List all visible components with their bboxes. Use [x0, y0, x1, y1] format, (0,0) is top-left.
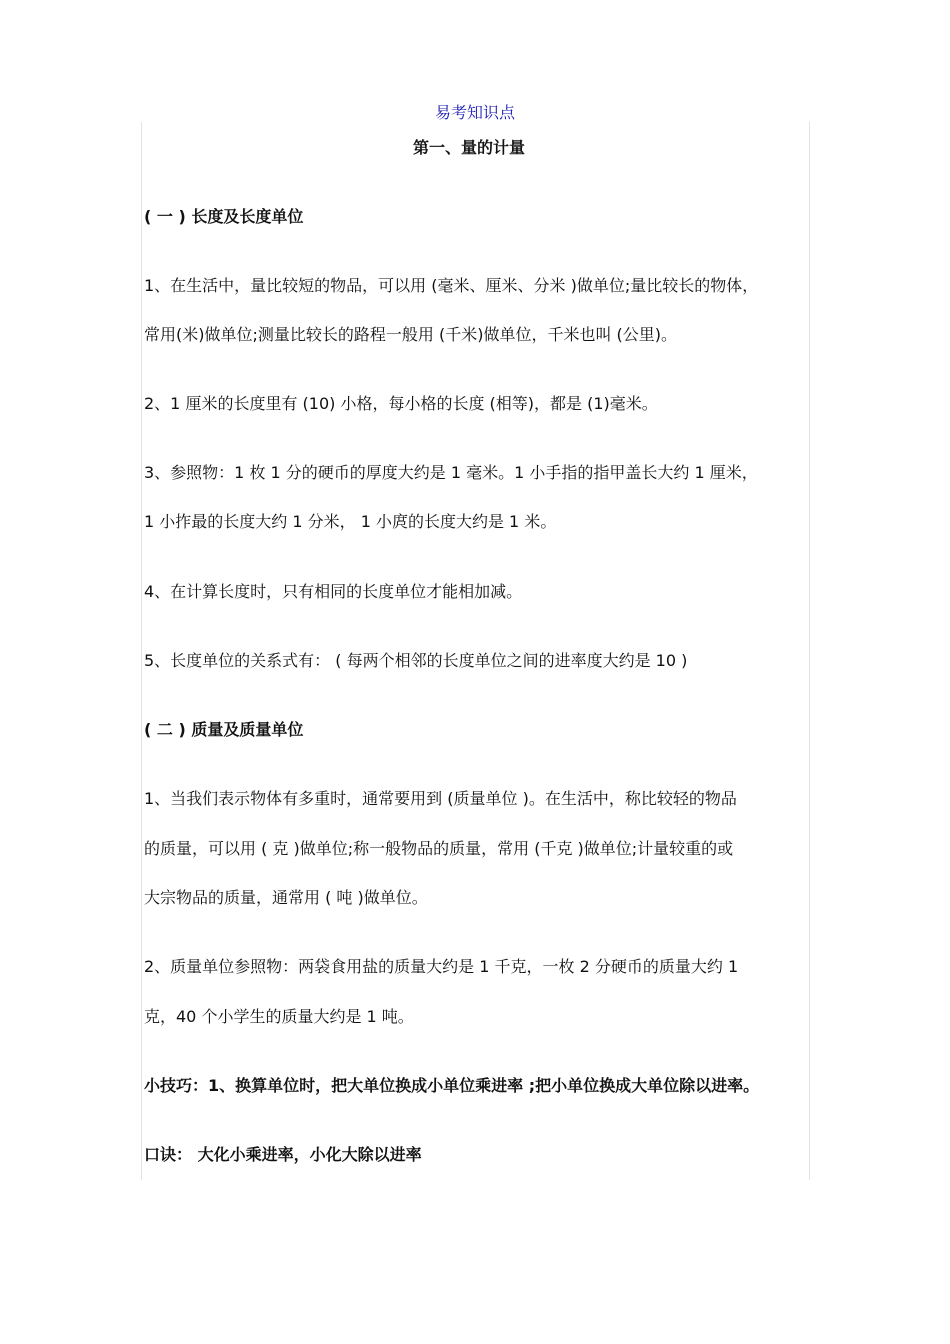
paragraph-length-3b: 1 小拃最的长度大约 1 分米， 1 小庹的长度大约是 1 米。: [144, 512, 557, 531]
section-heading-mass: ( 二 ) 质量及质量单位: [144, 720, 304, 739]
paragraph-length-2: 2、1 厘米的长度里有 (10) 小格，每小格的长度 (相等)，都是 (1)毫米。: [144, 394, 658, 413]
paragraph-length-1a: 1、在生活中，量比较短的物品，可以用 (毫米、厘米、分米 )做单位;量比较长的物体，: [144, 276, 759, 295]
paragraph-length-1b: 常用(米)做单位;测量比较长的路程一般用 (千米)做单位，千米也叫 (公里)。: [144, 325, 678, 344]
page-title: 第一、量的计量: [412, 138, 525, 157]
paragraph-length-4: 4、在计算长度时，只有相同的长度单位才能相加减。: [144, 582, 523, 601]
paragraph-mass-2a: 2、质量单位参照物：两袋食用盐的质量大约是 1 千克，一枚 2 分硬币的质量大约 1: [144, 957, 739, 976]
mnemonic-text: 口诀： 大化小乘进率，小化大除以进率: [144, 1145, 422, 1164]
paragraph-mass-1b: 的质量，可以用 ( 克 )做单位;称一般物品的质量，常用 (千克 )做单位;计量较重的或: [144, 839, 734, 858]
paragraph-length-3a: 3、参照物：1 枚 1 分的硬币的厚度大约是 1 毫米。1 小手指的指甲盖长大约 1 厘米，: [144, 463, 758, 482]
paragraph-length-5: 5、长度单位的关系式有： ( 每两个相邻的长度单位之间的进率度大约是 10 ): [144, 651, 688, 670]
paragraph-mass-1a: 1、当我们表示物体有多重时，通常要用到 (质量单位 )。在生活中，称比较轻的物品: [144, 789, 737, 808]
paragraph-mass-2b: 克，40 个小学生的质量大约是 1 吨。: [144, 1007, 414, 1026]
tip-text: 小技巧：1、换算单位时，把大单位换成小单位乘进率 ;把小单位换成大单位除以进率。: [144, 1076, 760, 1095]
paragraph-mass-1c: 大宗物品的质量，通常用 ( 吨 )做单位。: [144, 888, 428, 907]
header-link[interactable]: 易考知识点: [434, 103, 515, 122]
section-heading-length: ( 一 ) 长度及长度单位: [144, 207, 304, 226]
